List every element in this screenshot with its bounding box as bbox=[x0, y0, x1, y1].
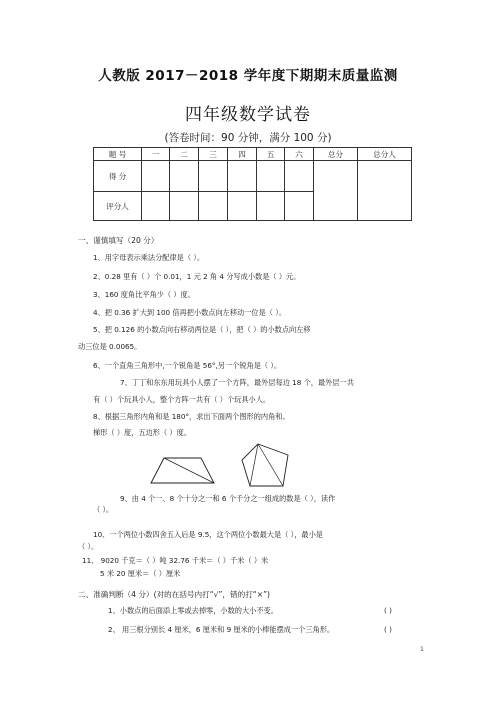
grader-cell[interactable] bbox=[170, 192, 199, 221]
header-cell: 五 bbox=[257, 148, 285, 161]
question-9-cont: （ ）。 bbox=[93, 505, 114, 514]
judge-2-answer-box[interactable]: ( ) bbox=[384, 625, 392, 634]
question-2: 2、0.28 里有（ ）个 0.01，1 元 2 角 4 分写成小数是（ ）元。 bbox=[93, 272, 301, 281]
judge-1: 1、小数点的后面添上零或去掉零，小数的大小不变。 bbox=[108, 606, 278, 615]
trapezoid-figure bbox=[150, 457, 215, 484]
header-cell: 六 bbox=[285, 148, 314, 161]
grader-cell[interactable] bbox=[142, 192, 170, 221]
question-1: 1、用字母表示乘法分配律是（ ）。 bbox=[93, 253, 205, 262]
question-6: 6、一个直角三角形中,一个锐角是 56°,另一个锐角是（ ）。 bbox=[93, 361, 282, 370]
score-cell[interactable] bbox=[199, 161, 228, 192]
total-scorer-cell[interactable] bbox=[358, 161, 412, 221]
question-9: 9、由 4 个一、8 个十分之一和 6 个千分之一组成的数是（ ），读作 bbox=[120, 494, 336, 503]
grader-cell[interactable] bbox=[285, 192, 314, 221]
score-table bbox=[93, 147, 412, 221]
grader-cell[interactable] bbox=[199, 192, 228, 221]
question-8-cont: 梯形（ ）度，五边形（ ）度。 bbox=[93, 428, 192, 437]
header-cell: 一 bbox=[142, 148, 170, 161]
time-note: (答卷时间：90 分钟，满分 100 分) bbox=[164, 132, 332, 144]
exam-title: 人教版 2017－2018 学年度下期期末质量监测 bbox=[98, 68, 398, 84]
question-7: 7、丁丁和东东用玩具小人摆了一个方阵，最外层每边 18 个，最外层一共 bbox=[120, 378, 354, 387]
score-row bbox=[94, 161, 412, 192]
score-cell[interactable] bbox=[170, 161, 199, 192]
row-label: 得 分 bbox=[94, 161, 142, 192]
header-cell: 题 号 bbox=[94, 148, 142, 161]
question-11: 11、 9020 千克＝（ ）吨 32.76 千米＝（ ）千米（ ）米 bbox=[82, 556, 269, 565]
score-cell[interactable] bbox=[228, 161, 257, 192]
judge-1-answer-box[interactable]: ( ) bbox=[384, 606, 392, 615]
question-3: 3、160 度角比平角少（ ）度。 bbox=[93, 290, 195, 299]
score-cell[interactable] bbox=[257, 161, 285, 192]
question-10: 10、一个两位小数四舍五入后是 9.5，这个两位小数最大是（ ），最小是 bbox=[93, 530, 323, 539]
pentagon-figure bbox=[241, 443, 290, 488]
score-cell[interactable] bbox=[142, 161, 170, 192]
question-7-cont: 有（ ）个玩具小人，整个方阵一共有（ ）个玩具小人。 bbox=[93, 395, 271, 404]
question-4: 4、把 0.36 扩大到 100 倍再把小数点向左移动一位是（ ）。 bbox=[93, 308, 287, 317]
question-5: 5、把 0.126 的小数点向右移动两位是（ ），把（ ）的小数点向左移 bbox=[93, 325, 311, 334]
grader-cell[interactable] bbox=[257, 192, 285, 221]
grader-cell[interactable] bbox=[228, 192, 257, 221]
header-cell: 总分 bbox=[314, 148, 358, 161]
question-5-cont: 动三位是 0.0065。 bbox=[78, 342, 142, 351]
question-11-cont: 5 米 20 厘米＝（ ）厘米 bbox=[100, 569, 181, 578]
question-10-cont: （ ）。 bbox=[78, 542, 99, 551]
section2-title: 二、准确判断（4 分）(对的在括号内打“√”，错的打“×”) bbox=[78, 590, 270, 599]
header-cell: 三 bbox=[199, 148, 228, 161]
score-table-header-row bbox=[94, 148, 412, 161]
judge-2: 2、 用三根分别长 4 厘米，6 厘米和 9 厘米的小棒能摆成一个三角形。 bbox=[108, 625, 335, 634]
header-cell: 二 bbox=[170, 148, 199, 161]
header-cell: 总分人 bbox=[358, 148, 412, 161]
header-cell: 四 bbox=[228, 148, 257, 161]
question-8: 8、根据三角形内角和是 180°，求出下面两个图形的内角和。 bbox=[93, 412, 290, 421]
total-score-cell[interactable] bbox=[314, 161, 358, 221]
row-label: 评分人 bbox=[94, 192, 142, 221]
exam-subtitle: 四年级数学试卷 bbox=[185, 105, 311, 125]
score-cell[interactable] bbox=[285, 161, 314, 192]
section1-title: 一、谨慎填写（20 分） bbox=[78, 236, 159, 245]
page-number: 1 bbox=[420, 646, 424, 653]
